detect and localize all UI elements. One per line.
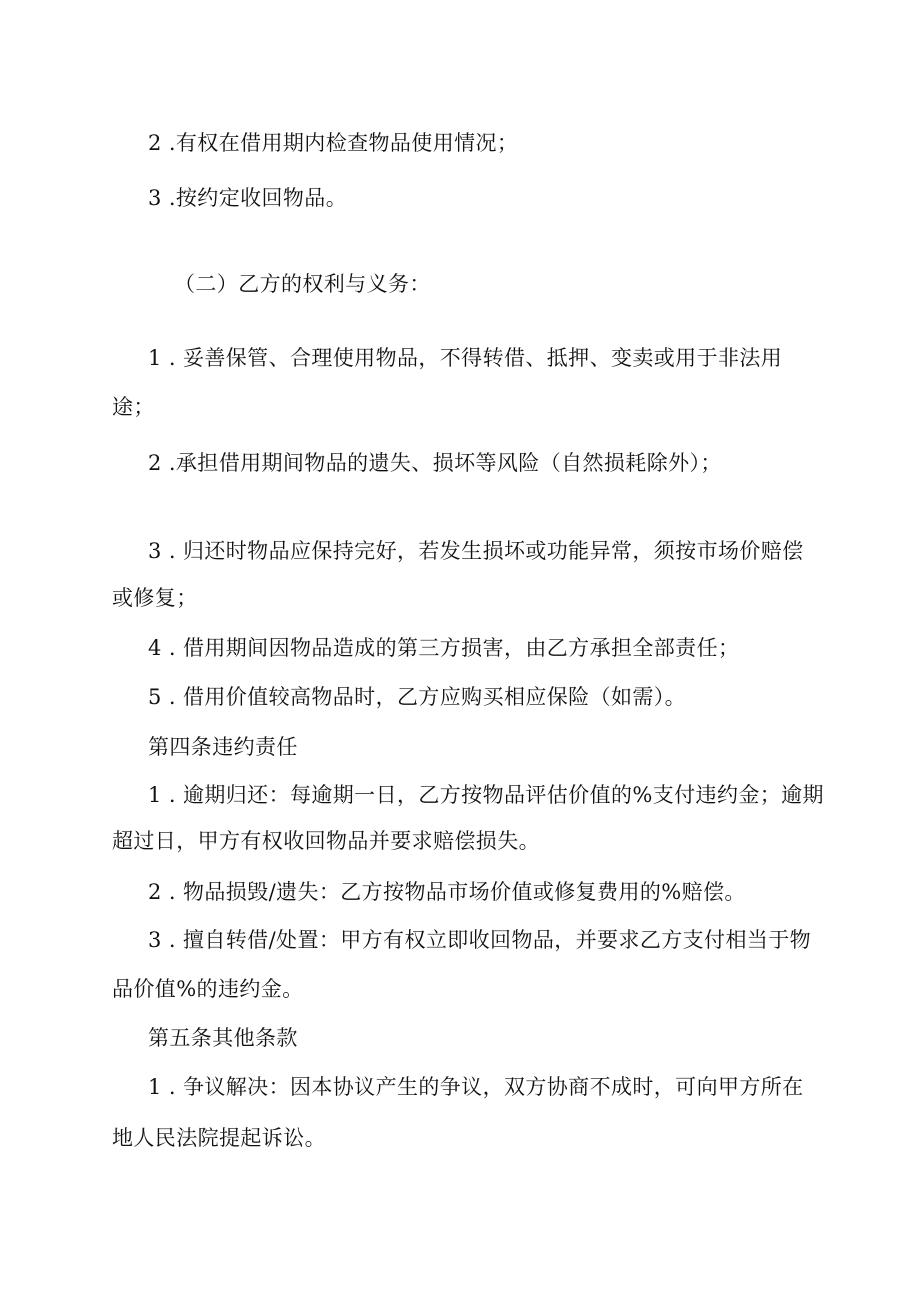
section-heading-party-b: （二）乙方的权利与义务： [174,272,431,296]
article-4-heading: 第四条违约责任 [148,735,298,759]
party-b-duty-2: 2 .承担借用期间物品的遗失、损坏等风险（自然损耗除外）； [148,451,722,475]
party-b-duty-3: 3 . 归还时物品应保持完好，若发生损坏或功能异常，须按市场价赔偿 [148,539,804,563]
breach-item-3: 3 . 擅自转借/处置：甲方有权立即收回物品，并要求乙方支付相当于物 [148,928,812,952]
breach-item-1: 1 . 逾期归还：每逾期一日，乙方按物品评估价值的%支付违约金；逾期 [148,783,824,807]
party-a-right-3: 3 .按约定收回物品。 [148,186,348,210]
party-b-duty-4: 4 . 借用期间因物品造成的第三方损害，由乙方承担全部责任； [148,636,740,660]
party-b-duty-1: 1 . 妥善保管、合理使用物品，不得转借、抵押、变卖或用于非法用 [148,346,783,370]
party-b-duty-5: 5 . 借用价值较高物品时，乙方应购买相应保险（如需）。 [148,685,687,709]
article-5-heading: 第五条其他条款 [148,1026,298,1050]
party-b-duty-3-cont: 或修复； [112,586,198,610]
breach-item-2: 2 . 物品损毁/遗失：乙方按物品市场价值或修复费用的%赔偿。 [148,880,746,904]
other-terms-item-1: 1 . 争议解决：因本协议产生的争议，双方协商不成时，可向甲方所在 [148,1075,804,1099]
breach-item-3-cont: 品价值%的违约金。 [112,977,304,1001]
party-b-duty-1-cont: 途； [112,395,155,419]
other-terms-item-1-cont: 地人民法院提起诉讼。 [112,1126,326,1150]
party-a-right-2: 2 .有权在借用期内检查物品使用情况； [148,131,519,155]
breach-item-1-cont: 超过日，甲方有权收回物品并要求赔偿损失。 [112,829,540,853]
